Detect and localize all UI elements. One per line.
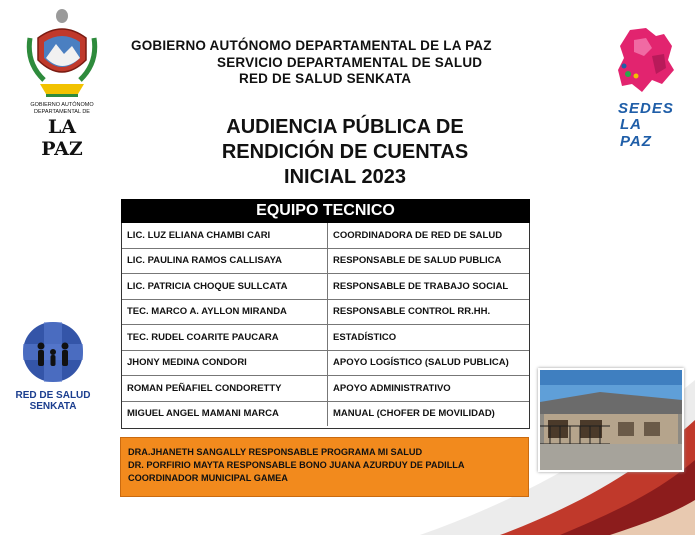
building-image — [540, 370, 682, 470]
member-name: LIC. PATRICIA CHOQUE SULLCATA — [127, 281, 288, 292]
member-name: TEC. MARCO A. AYLLON MIRANDA — [127, 306, 287, 317]
red-salud-text-1: RED DE SALUD — [15, 390, 91, 401]
member-name: MIGUEL ANGEL MAMANI MARCA — [127, 408, 279, 419]
building-photo — [538, 368, 684, 472]
member-role: MANUAL (CHOFER DE MOVILIDAD) — [327, 401, 533, 426]
header-line-3: RED DE SALUD SENKATA — [239, 71, 412, 86]
title-line-2: RENDICIÓN DE CUENTAS — [221, 141, 469, 163]
member-name: LIC. LUZ ELIANA CHAMBI CARI — [127, 230, 271, 241]
sedes-text-2: LA PAZ — [620, 116, 652, 150]
title-line-3: INICIAL 2023 — [284, 166, 406, 188]
member-role: APOYO ADMINISTRATIVO — [327, 376, 533, 401]
table-row — [122, 350, 529, 376]
coat-of-arms-icon — [24, 8, 100, 100]
table-row — [122, 299, 529, 325]
member-name: ROMAN PEÑAFIEL CONDORETTY — [127, 383, 282, 394]
family-icon — [14, 318, 92, 388]
red-salud-logo — [14, 318, 92, 414]
sedes-map-icon — [612, 26, 678, 96]
member-role: APOYO LOGÍSTICO (SALUD PUBLICA) — [327, 350, 533, 375]
table-row — [122, 325, 529, 351]
title-line-1: AUDIENCIA PÚBLICA DE — [226, 116, 464, 138]
team-table — [121, 199, 530, 430]
contacts-box — [120, 437, 529, 497]
gobierno-text-3: LA PAZ — [41, 116, 83, 160]
member-role: ESTADÍSTICO — [327, 325, 533, 350]
member-name: LIC. PAULINA RAMOS CALLISAYA — [127, 255, 283, 266]
member-role: RESPONSABLE DE TRABAJO SOCIAL — [327, 274, 533, 299]
red-salud-text-2: SENKATA — [29, 401, 77, 412]
table-row — [122, 248, 529, 274]
member-role: RESPONSABLE CONTROL RR.HH. — [327, 299, 533, 324]
table-row — [122, 401, 529, 426]
sedes-text-1: SEDES — [618, 100, 674, 117]
table-row — [122, 223, 529, 249]
contact-line-2: DR. PORFIRIO MAYTA RESPONSABLE BONO JUANA AZURDUY DE PADILLA — [128, 460, 465, 470]
header-line-2: SERVICIO DEPARTAMENTAL DE SALUD — [217, 55, 483, 70]
team-table-body — [121, 223, 530, 429]
table-row — [122, 376, 529, 402]
gobierno-text-2: DEPARTAMENTAL DE — [34, 109, 90, 115]
gobierno-text-1: GOBIERNO AUTÓNOMO — [30, 102, 94, 108]
sedes-logo — [612, 26, 678, 150]
member-name: TEC. RUDEL COARITE PAUCARA — [127, 332, 279, 343]
member-role: RESPONSABLE DE SALUD PUBLICA — [327, 248, 533, 273]
contact-line-3: COORDINADOR MUNICIPAL GAMEA — [128, 473, 288, 483]
contact-line-1: DRA.JHANETH SANGALLY RESPONSABLE PROGRAMA MI SALUD — [128, 447, 423, 457]
member-role: COORDINADORA DE RED DE SALUD — [327, 223, 533, 248]
gobierno-logo — [24, 8, 100, 160]
member-name: JHONY MEDINA CONDORI — [127, 357, 247, 368]
team-table-heading: EQUIPO TECNICO — [121, 199, 530, 223]
table-row — [122, 274, 529, 300]
header-line-1: GOBIERNO AUTÓNOMO DEPARTAMENTAL DE LA PAZ — [131, 38, 492, 53]
